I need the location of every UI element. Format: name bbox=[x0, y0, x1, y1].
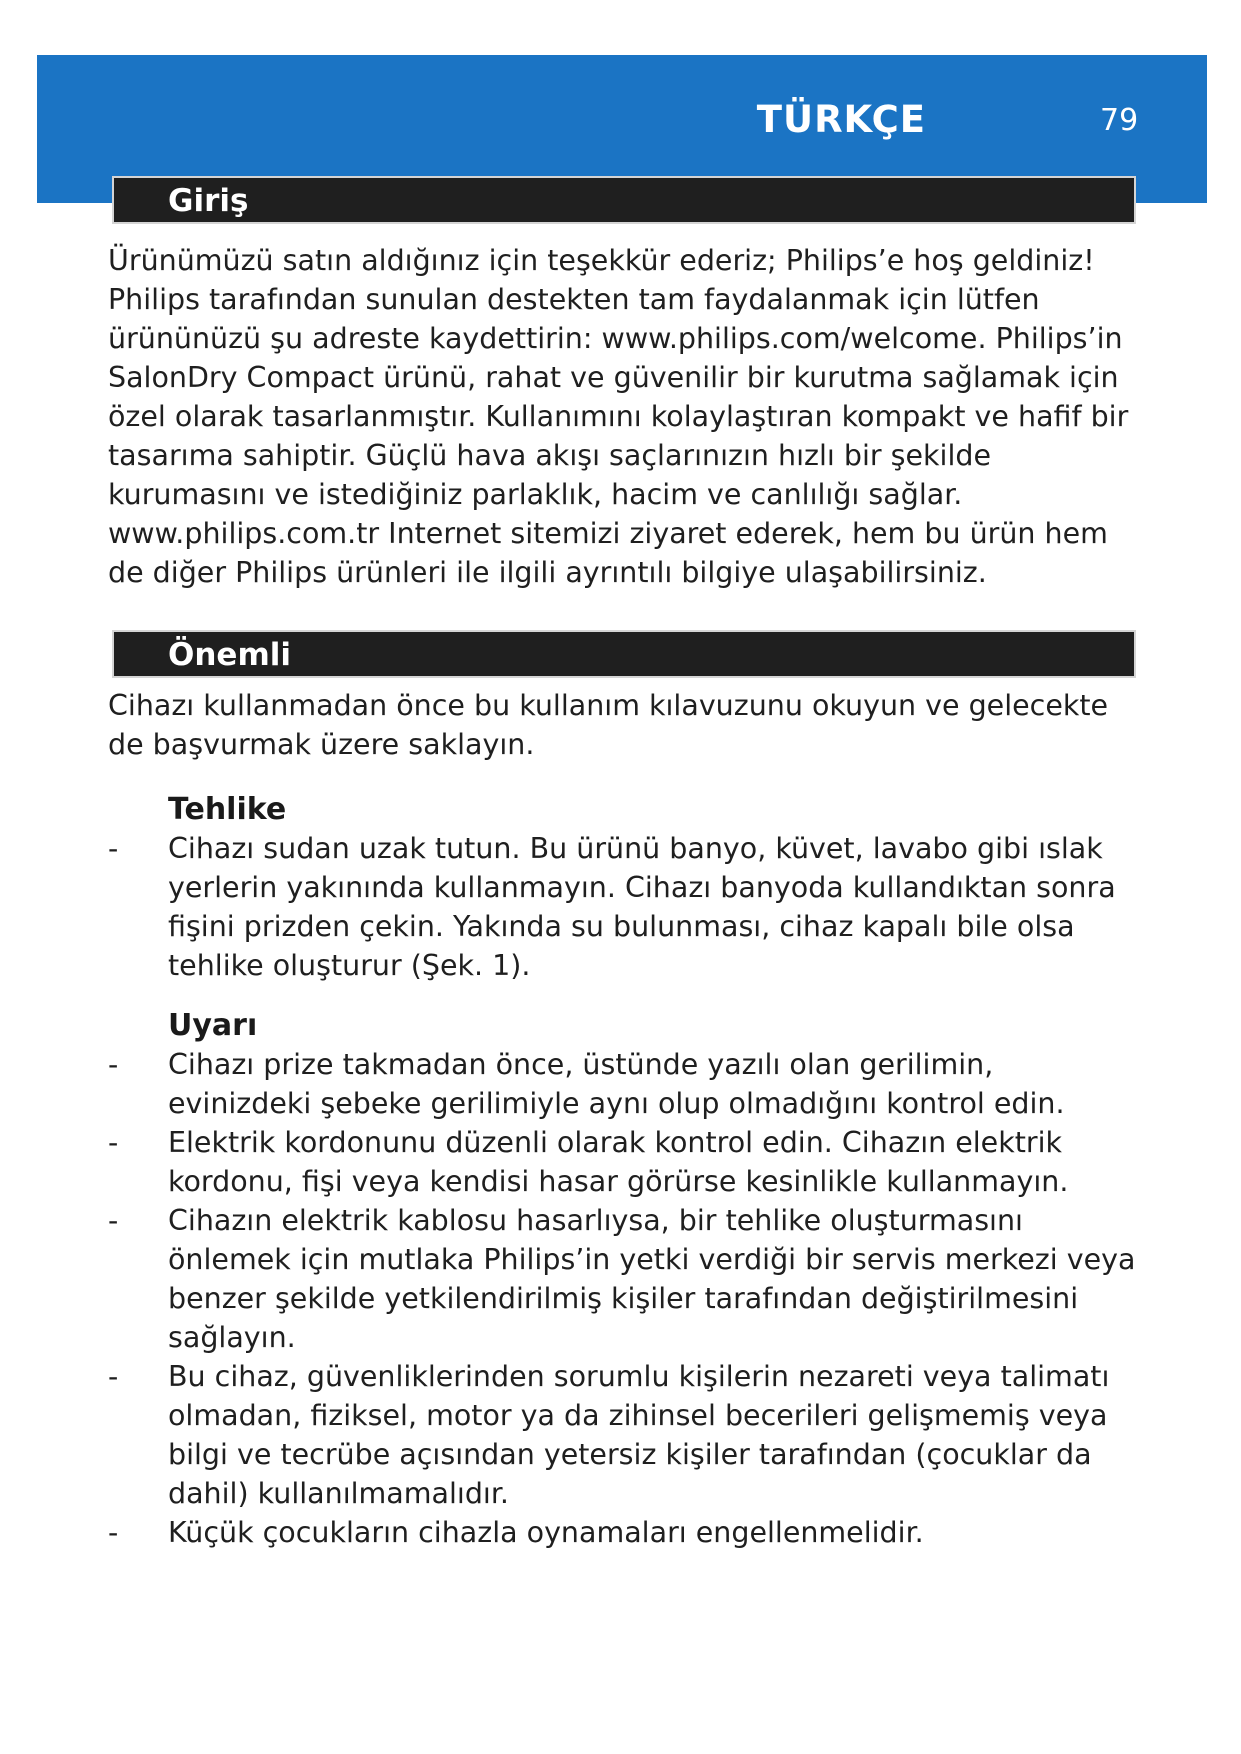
list-item bbox=[108, 1357, 1138, 1513]
page-number: 79 bbox=[1100, 103, 1139, 138]
list-item bbox=[108, 829, 1138, 985]
warning-list bbox=[108, 1045, 1138, 1552]
language-title: TÜRKÇE bbox=[756, 98, 926, 141]
danger-heading: Tehlike bbox=[168, 792, 287, 827]
list-item-text: Cihazı sudan uzak tutun. Bu ürünü banyo, küvet, lavabo gibi ıslak yerlerin yakınında kullanmayın. Cihazı banyoda kullandıktan sonra fişini prizden çekin. Yakında su bulunması, cihaz kapalı bile olsa tehlike oluşturur (Şek. 1). bbox=[168, 832, 1116, 982]
list-item-text: Elektrik kordonunu düzenli olarak kontrol edin. Cihazın elektrik kordonu, fişi veya kendisi hasar görürse kesinlikle kullanmayın. bbox=[168, 1126, 1069, 1198]
warning-heading: Uyarı bbox=[168, 1008, 258, 1043]
list-dash: - bbox=[108, 1126, 119, 1159]
list-item bbox=[108, 1513, 1138, 1552]
important-paragraph: Cihazı kullanmadan önce bu kullanım kılavuzunu okuyun ve gelecekte de başvurmak üzere saklayın. bbox=[108, 689, 1109, 761]
section-title-intro: Giriş bbox=[168, 183, 249, 219]
intro-paragraph: Ürünümüzü satın aldığınız için teşekkür ederiz; Philips’e hoş geldiniz! Philips tarafından sunulan destekten tam faydalanmak için lütfen ürününüzü şu adreste kaydettirin: www.philips.com/welcome. Philips’in SalonDry Compact ürünü, rahat ve güvenilir bir kurutma sağlamak için özel olarak tasarlanmıştır. Kullanımını kolaylaştıran kompakt ve hafif bir tasarıma sahiptir. Güçlü hava akışı saçlarınızın hızlı bir şekilde kurumasını ve istediğiniz parlaklık, hacim ve canlılığı sağlar. bbox=[108, 244, 1129, 511]
intro-text bbox=[108, 241, 1138, 592]
list-dash: - bbox=[108, 1204, 119, 1237]
list-dash: - bbox=[108, 1048, 119, 1081]
list-dash: - bbox=[108, 1516, 119, 1549]
list-item-text: Cihazın elektrik kablosu hasarlıysa, bir tehlike oluşturmasını önlemek için mutlaka Philips’in yetki verdiği bir servis merkezi veya benzer şekilde yetkilendirilmiş kişiler tarafından değiştirilmesini sağlayın. bbox=[168, 1204, 1136, 1354]
section-bar-important bbox=[112, 630, 1136, 678]
list-dash: - bbox=[108, 1360, 119, 1393]
list-item bbox=[108, 1045, 1138, 1123]
intro-paragraph-2: www.philips.com.tr Internet sitemizi ziyaret ederek, hem bu ürün hem de diğer Philips ürünleri ile ilgili ayrıntılı bilgiye ulaşabilirsiniz. bbox=[108, 517, 1108, 589]
section-bar-intro bbox=[112, 176, 1136, 224]
list-item-text: Cihazı prize takmadan önce, üstünde yazılı olan gerilimin, evinizdeki şebeke gerilimiyle aynı olup olmadığını kontrol edin. bbox=[168, 1048, 1065, 1120]
section-title-important: Önemli bbox=[168, 637, 292, 673]
list-item-text: Bu cihaz, güvenliklerinden sorumlu kişilerin nezareti veya talimatı olmadan, fiziksel, motor ya da zihinsel becerileri gelişmemiş veya bilgi ve tecrübe açısından yetersiz kişiler tarafından (çocuklar da dahil) kullanılmamalıdır. bbox=[168, 1360, 1110, 1510]
list-item bbox=[108, 1123, 1138, 1201]
danger-list bbox=[108, 829, 1138, 985]
list-item-text: Küçük çocukların cihazla oynamaları engellenmelidir. bbox=[168, 1516, 924, 1549]
list-item bbox=[108, 1201, 1138, 1357]
list-dash: - bbox=[108, 832, 119, 865]
